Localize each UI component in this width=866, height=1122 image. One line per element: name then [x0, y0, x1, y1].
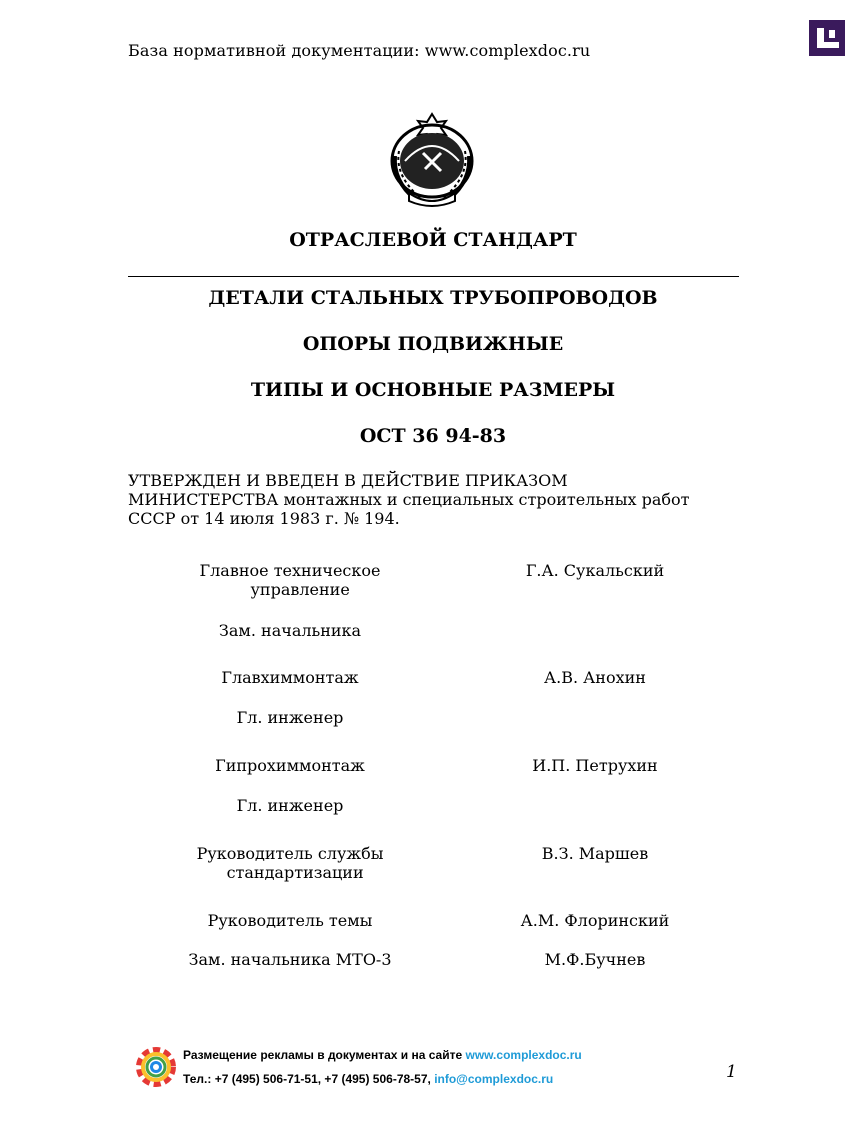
signatory-position: Гл. инженер [236, 796, 344, 815]
page-number: 1 [726, 1062, 737, 1082]
footer-email-link[interactable]: info@complexdoc.ru [434, 1072, 554, 1086]
complexdoc-logo-icon[interactable] [809, 20, 845, 56]
signatory-position: Главное техническое управление [199, 561, 381, 599]
signatory-name: И.П. Петрухин [532, 756, 658, 775]
signatory-position: Руководитель службы стандартизации [196, 844, 384, 882]
document-category: ОТРАСЛЕВОЙ СТАНДАРТ [289, 229, 577, 251]
signatory-name: А.В. Анохин [544, 668, 646, 687]
approval-statement: УТВЕРЖДЕН И ВВЕДЕН В ДЕЙСТВИЕ ПРИКАЗОМ МИНИСТЕРСТВА монтажных и специальных строительных работ СССР от 14 июля 1983 г. № 194. [128, 471, 690, 528]
footer-contact-line [183, 1072, 553, 1086]
document-title-line-1: ДЕТАЛИ СТАЛЬНЫХ ТРУБОПРОВОДОВ [208, 287, 658, 309]
signatory-name: Г.А. Сукальский [525, 561, 665, 580]
footer-ad-text: Размещение рекламы в документах и на сайте [183, 1048, 466, 1062]
signatory-name: В.З. Маршев [541, 844, 649, 863]
footer-ad-line [183, 1048, 582, 1062]
ussr-state-emblem-icon [385, 111, 479, 209]
document-code: ОСТ 36 94-83 [359, 425, 507, 447]
footer-site-link[interactable]: www.complexdoc.ru [465, 1048, 582, 1062]
signatory-position: Руководитель темы [207, 911, 373, 930]
signatory-position: Гл. инженер [236, 708, 344, 727]
footer-phone-text: Тел.: +7 (495) 506-71-51, +7 (495) 506-78-57, [183, 1072, 435, 1086]
document-title-line-2: ОПОРЫ ПОДВИЖНЫЕ [302, 333, 564, 355]
signatory-position: Гипрохиммонтаж [215, 756, 365, 775]
site-header-text: База нормативной документации: www.complexdoc.ru [128, 41, 591, 60]
document-title-line-3: ТИПЫ И ОСНОВНЫЕ РАЗМЕРЫ [250, 379, 616, 401]
signatory-position: Зам. начальника МТО-3 [188, 950, 392, 969]
signatory-position: Зам. начальника [218, 621, 362, 640]
divider [128, 276, 739, 277]
signatory-position: Главхиммонтаж [221, 668, 359, 687]
gear-logo-icon[interactable] [136, 1047, 176, 1087]
signatory-name: М.Ф.Бучнев [544, 950, 646, 969]
signatory-name: А.М. Флоринский [520, 911, 670, 930]
